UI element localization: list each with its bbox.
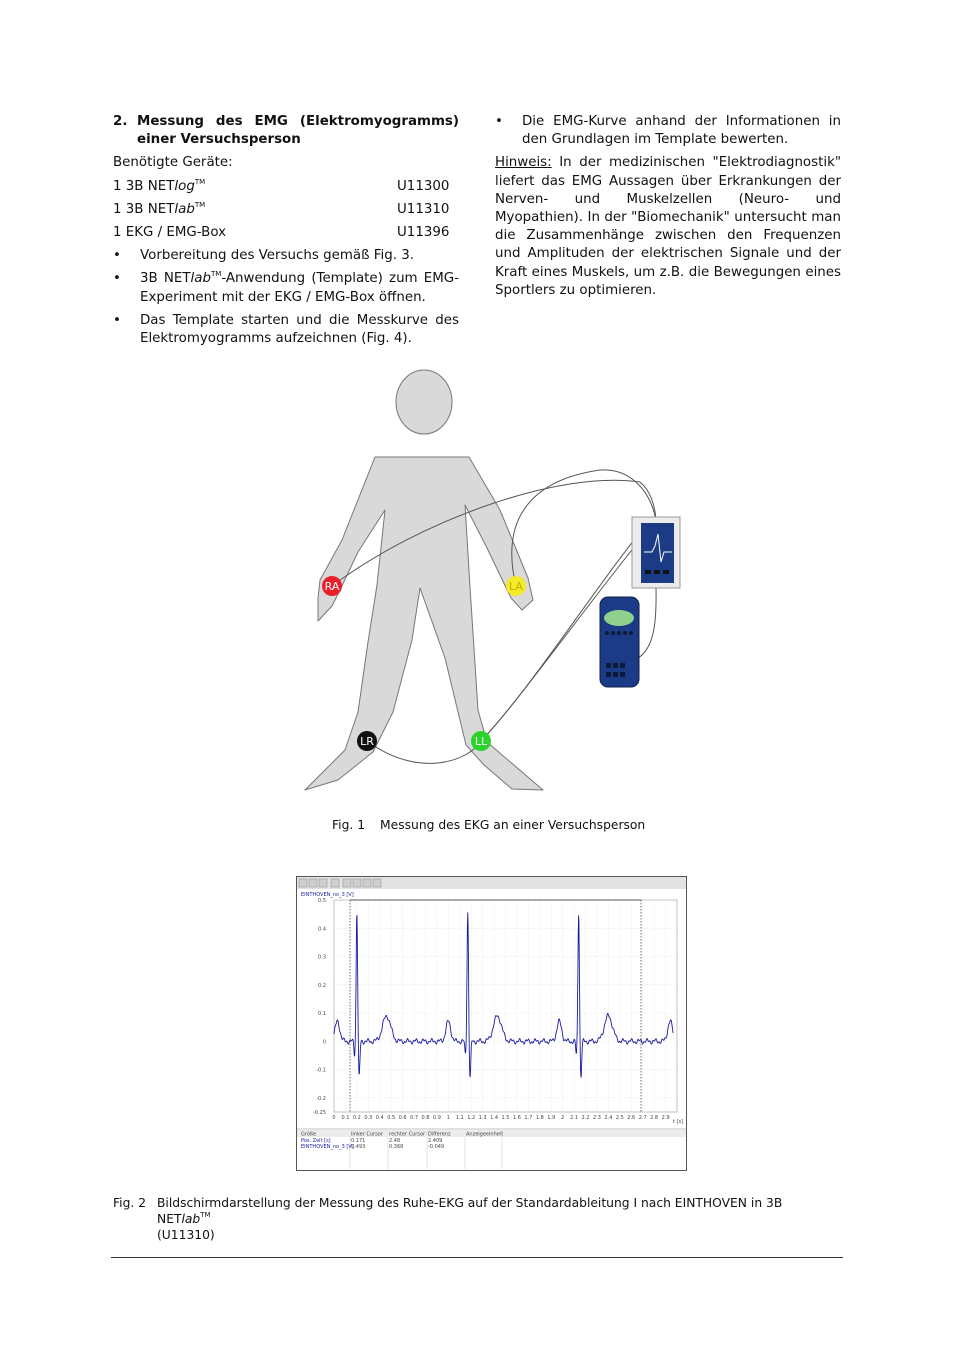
x-tick-label: 2.2 bbox=[581, 1115, 590, 1121]
equipment-item: 1 EKG / EMG-Box U11396 bbox=[113, 224, 459, 242]
svg-text:LL: LL bbox=[474, 735, 488, 748]
note-label: Hinweis: bbox=[495, 155, 552, 171]
y-tick-label: 0 bbox=[322, 1039, 326, 1046]
table-header-cell: Differenz bbox=[428, 1131, 451, 1138]
y-tick-label: 0.5 bbox=[318, 898, 326, 904]
equipment-item: 1 3B NETlab™ U11310 bbox=[113, 201, 459, 219]
x-tick-label: 1.6 bbox=[512, 1115, 521, 1121]
figure2-caption-text: Bildschirmdarstellung der Messung des Ruhe-EKG auf der Standardableitung I nach EINTHOVEN in 3B NETlab™ (U11310) bbox=[157, 1196, 783, 1242]
x-tick-label: 1 bbox=[446, 1115, 450, 1121]
y-tick-label: 0.3 bbox=[318, 954, 326, 961]
x-tick-label: 0.5 bbox=[387, 1115, 396, 1121]
x-tick-label: 1.7 bbox=[524, 1115, 533, 1121]
x-tick-label: 0.3 bbox=[364, 1115, 373, 1121]
x-tick-label: 1.9 bbox=[547, 1115, 556, 1121]
x-tick-label: 2.9 bbox=[661, 1115, 670, 1121]
electrode-ll bbox=[471, 731, 491, 751]
x-tick-label: 1.3 bbox=[478, 1115, 487, 1121]
note-text: In der medizinischen "Elektrodiagnostik" liefert das EMG Aussagen über Erkrankungen der Nerven- und Muskelzellen (Neuro- und Myopathien). In der "Biomechanik" untersucht man die Zusammenhänge zwischen den Frequenzen und Amplituden der elektrischen Signale und der Kraft eines Muskels, um z.B. die Bewegungen eines Sportlers zu optimieren. bbox=[495, 155, 841, 298]
x-tick-label: 2.8 bbox=[650, 1115, 659, 1121]
x-tick-label: 1.4 bbox=[490, 1115, 499, 1121]
right-column bbox=[495, 113, 841, 300]
x-tick-label: 1.5 bbox=[501, 1115, 510, 1121]
note-paragraph bbox=[495, 154, 841, 300]
y-tick-label: 0.1 bbox=[318, 1011, 326, 1018]
channel-label: EINTHOVEN_no_3 [V] bbox=[301, 892, 354, 898]
equipment-code: U11310 bbox=[397, 201, 450, 217]
x-tick-label: 0.8 bbox=[421, 1115, 430, 1121]
svg-text:LR: LR bbox=[360, 735, 374, 748]
figure2-caption-label: Fig. 2 bbox=[113, 1196, 147, 1210]
table-cell: -0.049 bbox=[428, 1144, 445, 1150]
figure1-illustration bbox=[300, 368, 690, 794]
table-cell: Pos. Zeit [s] bbox=[301, 1138, 331, 1144]
x-axis-unit: t [s] bbox=[673, 1119, 684, 1125]
section-number: 2. bbox=[113, 114, 128, 129]
x-tick-label: 1.8 bbox=[535, 1115, 544, 1121]
x-tick-label: 0.9 bbox=[432, 1115, 441, 1121]
x-tick-label: 2 bbox=[561, 1115, 565, 1121]
x-tick-label: 0 bbox=[332, 1115, 336, 1121]
x-tick-label: 0.6 bbox=[398, 1115, 407, 1121]
table-cell: 0.493 bbox=[351, 1144, 366, 1150]
table-cell: 2.48 bbox=[389, 1138, 401, 1144]
bullet-dot: • bbox=[113, 271, 121, 287]
x-tick-labels bbox=[332, 1115, 669, 1121]
table-cell: EINTHOVEN_no_3 [V] bbox=[301, 1144, 354, 1150]
bullet-dot: • bbox=[113, 248, 121, 264]
left-column bbox=[113, 113, 459, 348]
netlog-device bbox=[600, 597, 639, 687]
x-tick-label: 1.2 bbox=[467, 1115, 476, 1121]
electrode-ra bbox=[322, 576, 342, 596]
section-title: Messung des EMG (Elektromyogramms) einer Versuchsperson bbox=[137, 114, 459, 148]
x-tick-label: 2.6 bbox=[627, 1115, 636, 1121]
x-tick-label: 0.4 bbox=[375, 1115, 384, 1121]
footer-rule bbox=[111, 1257, 843, 1258]
svg-text:LA: LA bbox=[509, 580, 523, 593]
table-header-cell: rechter Cursor bbox=[389, 1131, 426, 1138]
x-tick-label: 2.7 bbox=[638, 1115, 647, 1121]
y-tick-label: 0.4 bbox=[318, 926, 326, 933]
y-tick-label: -0.25 bbox=[313, 1110, 326, 1116]
table-header-cell: Größe bbox=[301, 1131, 317, 1138]
x-tick-label: 1.1 bbox=[455, 1115, 464, 1121]
electrode-lr bbox=[357, 731, 377, 751]
table-cell: 2.409 bbox=[428, 1138, 443, 1144]
bullet-item: • Die EMG-Kurve anhand der Informationen in den Grundlagen im Template bewerten. bbox=[495, 113, 841, 149]
table-cell: 0.171 bbox=[351, 1138, 366, 1144]
table-header-cell: linker Cursor bbox=[351, 1131, 383, 1138]
x-tick-label: 0.1 bbox=[341, 1115, 350, 1121]
section-heading bbox=[113, 113, 459, 149]
svg-text:RA: RA bbox=[324, 580, 340, 593]
bullet-dot: • bbox=[495, 114, 503, 129]
figure2-screenshot bbox=[296, 876, 687, 1171]
y-tick-label: 0.2 bbox=[318, 982, 326, 989]
equipment-code: U11300 bbox=[397, 178, 450, 194]
table-cell: 0.368 bbox=[389, 1144, 404, 1150]
equipment-item: 1 3B NETlog™ U11300 bbox=[113, 178, 459, 196]
bullet-item: • Vorbereitung des Versuchs gemäß Fig. 3. bbox=[113, 247, 459, 265]
y-tick-label: -0.2 bbox=[316, 1095, 326, 1102]
electrode-la bbox=[506, 576, 526, 596]
x-tick-label: 0.2 bbox=[352, 1115, 361, 1121]
bullet-item: • 3B NETlab™-Anwendung (Template) zum EMG-Experiment mit der EKG / EMG-Box öffnen. bbox=[113, 270, 459, 306]
x-tick-label: 2.5 bbox=[615, 1115, 624, 1121]
x-tick-label: 2.3 bbox=[592, 1115, 601, 1121]
figure1-caption-text: Messung des EKG an einer Versuchsperson bbox=[380, 818, 646, 832]
x-tick-label: 0.7 bbox=[410, 1115, 419, 1121]
x-tick-label: 2.4 bbox=[604, 1115, 613, 1121]
table-header-cell: Anzeigeeinheit bbox=[466, 1131, 504, 1138]
figure2-caption bbox=[113, 1195, 823, 1243]
emg-box-device bbox=[632, 517, 680, 588]
equipment-code: U11396 bbox=[397, 225, 450, 241]
bullet-dot: • bbox=[113, 312, 121, 328]
y-tick-label: -0.1 bbox=[316, 1067, 326, 1074]
bullet-item: • Das Template starten und die Messkurve des Elektromyogramms aufzeichnen (Fig. 4). bbox=[113, 312, 459, 348]
figure1-caption bbox=[332, 817, 645, 833]
equipment-heading: Benötigte Geräte: bbox=[113, 155, 233, 171]
figure1-caption-label: Fig. 1 bbox=[332, 818, 366, 832]
x-tick-label: 2.1 bbox=[570, 1115, 579, 1121]
screenshot-frame bbox=[297, 877, 687, 1171]
